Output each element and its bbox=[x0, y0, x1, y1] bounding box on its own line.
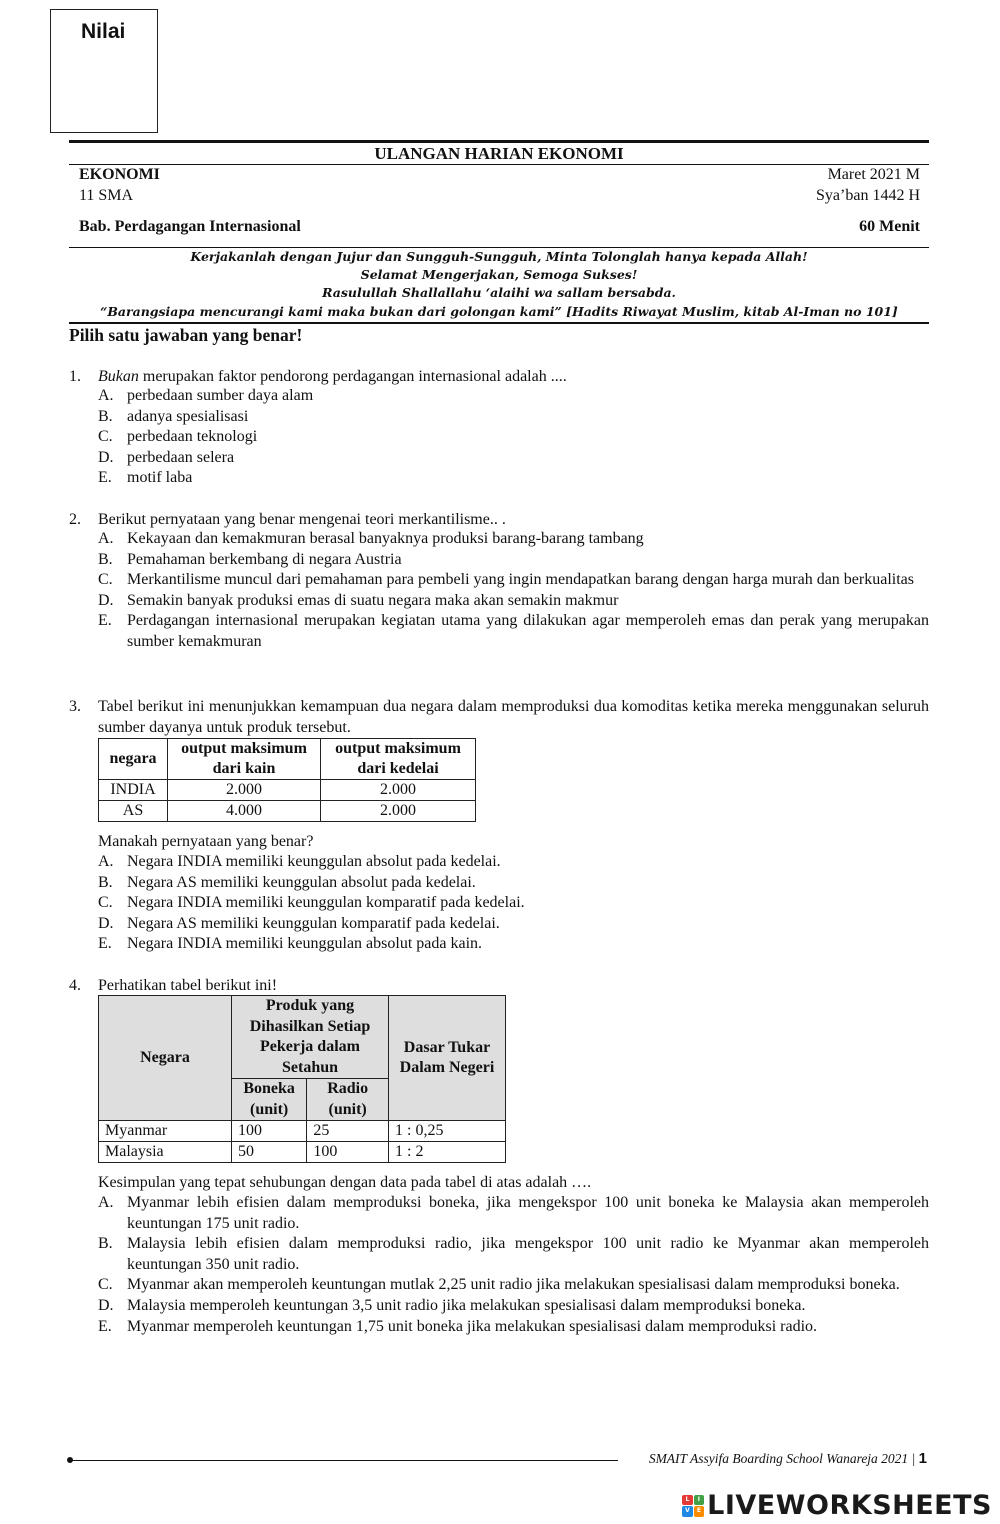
question-text: Perhatikan tabel berikut ini! bbox=[98, 977, 278, 994]
table-cell: AS bbox=[99, 801, 168, 822]
question-text: Tabel berikut ini menunjukkan kemampuan dua negara dalam memproduksi dua komoditas ketika mereka menggunakan seluruh sumber dayanya untuk produk tersebut. bbox=[98, 698, 929, 736]
option-c[interactable]: C. Myanmar akan memperoleh keuntungan mutlak 2,25 unit radio jika melakukan spesialisasi dalam memproduksi boneka. bbox=[98, 1276, 900, 1294]
table-header: Boneka (unit) bbox=[232, 1079, 307, 1121]
option-d[interactable]: D. Negara AS memiliki keunggulan komparatif pada kedelai. bbox=[98, 914, 500, 932]
date-hijri: Sya’ban 1442 H bbox=[816, 187, 920, 204]
question-number: 4. bbox=[69, 977, 81, 994]
option-e[interactable]: E. Myanmar memperoleh keuntungan 1,75 unit boneka jika melakukan spesialisasi dalam memproduksi radio. bbox=[98, 1317, 818, 1335]
option-e[interactable]: E. motif laba bbox=[98, 469, 193, 487]
table-cell: 50 bbox=[232, 1142, 307, 1163]
footer bbox=[649, 1450, 927, 1467]
table-cell: 1 : 0,25 bbox=[389, 1121, 506, 1142]
grade-label: 11 SMA bbox=[79, 187, 134, 204]
footer-separator: | bbox=[911, 1451, 916, 1466]
question-text: Bukan merupakan faktor pendorong perdagangan internasional adalah .... bbox=[98, 368, 567, 385]
option-a[interactable]: A. Kekayaan dan kemakmuran berasal banyaknya produksi barang-barang tambang bbox=[98, 530, 644, 547]
question-number: 2. bbox=[69, 511, 81, 528]
table-header: negara bbox=[99, 739, 168, 780]
table-header: Dasar Tukar Dalam Negeri bbox=[389, 996, 506, 1121]
table-cell: INDIA bbox=[99, 780, 168, 801]
table-cell: 100 bbox=[232, 1121, 307, 1142]
option-b[interactable]: B. adanya spesialisasi bbox=[98, 407, 249, 425]
table-header: output maksimum dari kain bbox=[168, 739, 321, 780]
motto-line-4: “Barangsiapa mencurangi kami maka bukan dari golongan kami” [Hadits Riwayat Muslim, kitab Al-Iman no 101] bbox=[100, 304, 898, 319]
score-box bbox=[50, 9, 158, 133]
footer-school: SMAIT Assyifa Boarding School Wanareja 2021 bbox=[648, 1451, 909, 1466]
motto-line-3: Rasulullah Shallallahu ‘alaihi wa sallam bersabda. bbox=[322, 285, 676, 300]
table-cell: Malaysia bbox=[99, 1142, 232, 1163]
table-cell: 4.000 bbox=[168, 801, 321, 822]
exam-title: ULANGAN HARIAN EKONOMI bbox=[374, 144, 624, 163]
question-prompt: Manakah pernyataan yang benar? bbox=[98, 833, 314, 850]
table-cell: 25 bbox=[307, 1121, 389, 1142]
question-number: 1. bbox=[69, 368, 81, 385]
question-3 bbox=[69, 697, 929, 955]
table-row bbox=[99, 1142, 506, 1163]
table-cell: 2.000 bbox=[321, 780, 476, 801]
question-number: 3. bbox=[69, 698, 81, 715]
instruction: Pilih satu jawaban yang benar! bbox=[69, 325, 303, 345]
table-header: output maksimum dari kedelai bbox=[321, 739, 476, 780]
page-number: 1 bbox=[918, 1450, 927, 1467]
table-row bbox=[99, 801, 476, 822]
option-b[interactable]: B. Negara AS memiliki keunggulan absolut pada kedelai. bbox=[98, 873, 476, 891]
table-header: Radio (unit) bbox=[307, 1079, 389, 1121]
motto-bottom-rule bbox=[69, 322, 929, 324]
option-d[interactable]: D. perbedaan selera bbox=[98, 448, 235, 466]
table-row bbox=[99, 780, 476, 801]
date-masehi: Maret 2021 M bbox=[827, 166, 920, 183]
chapter-label: Bab. Perdagangan Internasional bbox=[79, 218, 301, 235]
option-a[interactable]: A. perbedaan sumber daya alam bbox=[98, 387, 314, 404]
production-table bbox=[98, 738, 476, 822]
table-cell: 2.000 bbox=[321, 801, 476, 822]
header-title-rule bbox=[69, 164, 929, 165]
question-4 bbox=[69, 977, 929, 1337]
option-c[interactable]: C. Merkantilisme muncul dari pemahaman para pembeli yang ingin mendapatkan barang dengan harga murah dan berkualitas bbox=[98, 571, 914, 589]
motto-line-2: Selamat Mengerjakan, Semoga Sukses! bbox=[360, 267, 638, 282]
question-prompt: Kesimpulan yang tepat sehubungan dengan data pada tabel di atas adalah …. bbox=[98, 1174, 592, 1191]
option-c[interactable]: C. perbedaan teknologi bbox=[98, 428, 258, 446]
duration-label: 60 Menit bbox=[859, 218, 920, 235]
table-header: Negara bbox=[99, 996, 232, 1121]
option-e[interactable]: E. Perdagangan internasional merupakan kegiatan utama yang dilakukan agar memperoleh emas dan perak yang merupakan sumber kemakmuran bbox=[98, 612, 929, 650]
footer-rule bbox=[70, 1460, 618, 1461]
score-label: Nilai bbox=[81, 20, 126, 43]
header-motto-rule bbox=[69, 247, 929, 248]
table-cell: 2.000 bbox=[168, 780, 321, 801]
table-header: Produk yang Dihasilkan Setiap Pekerja dalam Setahun bbox=[232, 996, 389, 1079]
header-top-rule bbox=[69, 140, 929, 143]
option-e[interactable]: E. Negara INDIA memiliki keunggulan absolut pada kain. bbox=[98, 935, 483, 953]
brand-name: LIVEWORKSHEETS bbox=[707, 1490, 992, 1521]
table-cell: 100 bbox=[307, 1142, 389, 1163]
table-cell: Myanmar bbox=[99, 1121, 232, 1142]
liveworksheets-logo-icon: L I V E bbox=[682, 1495, 704, 1517]
question-text: Berikut pernyataan yang benar mengenai teori merkantilisme.. . bbox=[98, 511, 506, 528]
exchange-table bbox=[98, 995, 506, 1163]
motto-line-1: Kerjakanlah dengan Jujur dan Sungguh-Sungguh, Minta Tolonglah hanya kepada Allah! bbox=[190, 249, 808, 264]
option-c[interactable]: C. Negara INDIA memiliki keunggulan komparatif pada kedelai. bbox=[98, 894, 525, 912]
option-b[interactable]: B. Malaysia lebih efisien dalam memproduksi radio, jika mengekspor 100 unit radio ke Myanmar akan memperoleh keuntungan 350 unit radio. bbox=[98, 1235, 929, 1273]
liveworksheets-brand bbox=[682, 1490, 992, 1521]
option-a[interactable]: A. Negara INDIA memiliki keunggulan absolut pada kedelai. bbox=[98, 853, 501, 870]
question-1 bbox=[69, 368, 929, 489]
option-d[interactable]: D. Semakin banyak produksi emas di suatu negara maka akan semakin makmur bbox=[98, 591, 619, 609]
option-d[interactable]: D. Malaysia memperoleh keuntungan 3,5 unit radio jika melakukan spesialisasi dalam memproduksi boneka. bbox=[98, 1296, 806, 1314]
table-row bbox=[99, 1121, 506, 1142]
subject-label: EKONOMI bbox=[79, 166, 160, 183]
table-cell: 1 : 2 bbox=[389, 1142, 506, 1163]
option-a[interactable]: A. Myanmar lebih efisien dalam memproduksi boneka, jika mengekspor 100 unit boneka ke Malaysia akan memperoleh keuntungan 175 unit radio. bbox=[98, 1194, 929, 1232]
option-b[interactable]: B. Pemahaman berkembang di negara Austria bbox=[98, 550, 402, 568]
question-2 bbox=[69, 511, 929, 653]
